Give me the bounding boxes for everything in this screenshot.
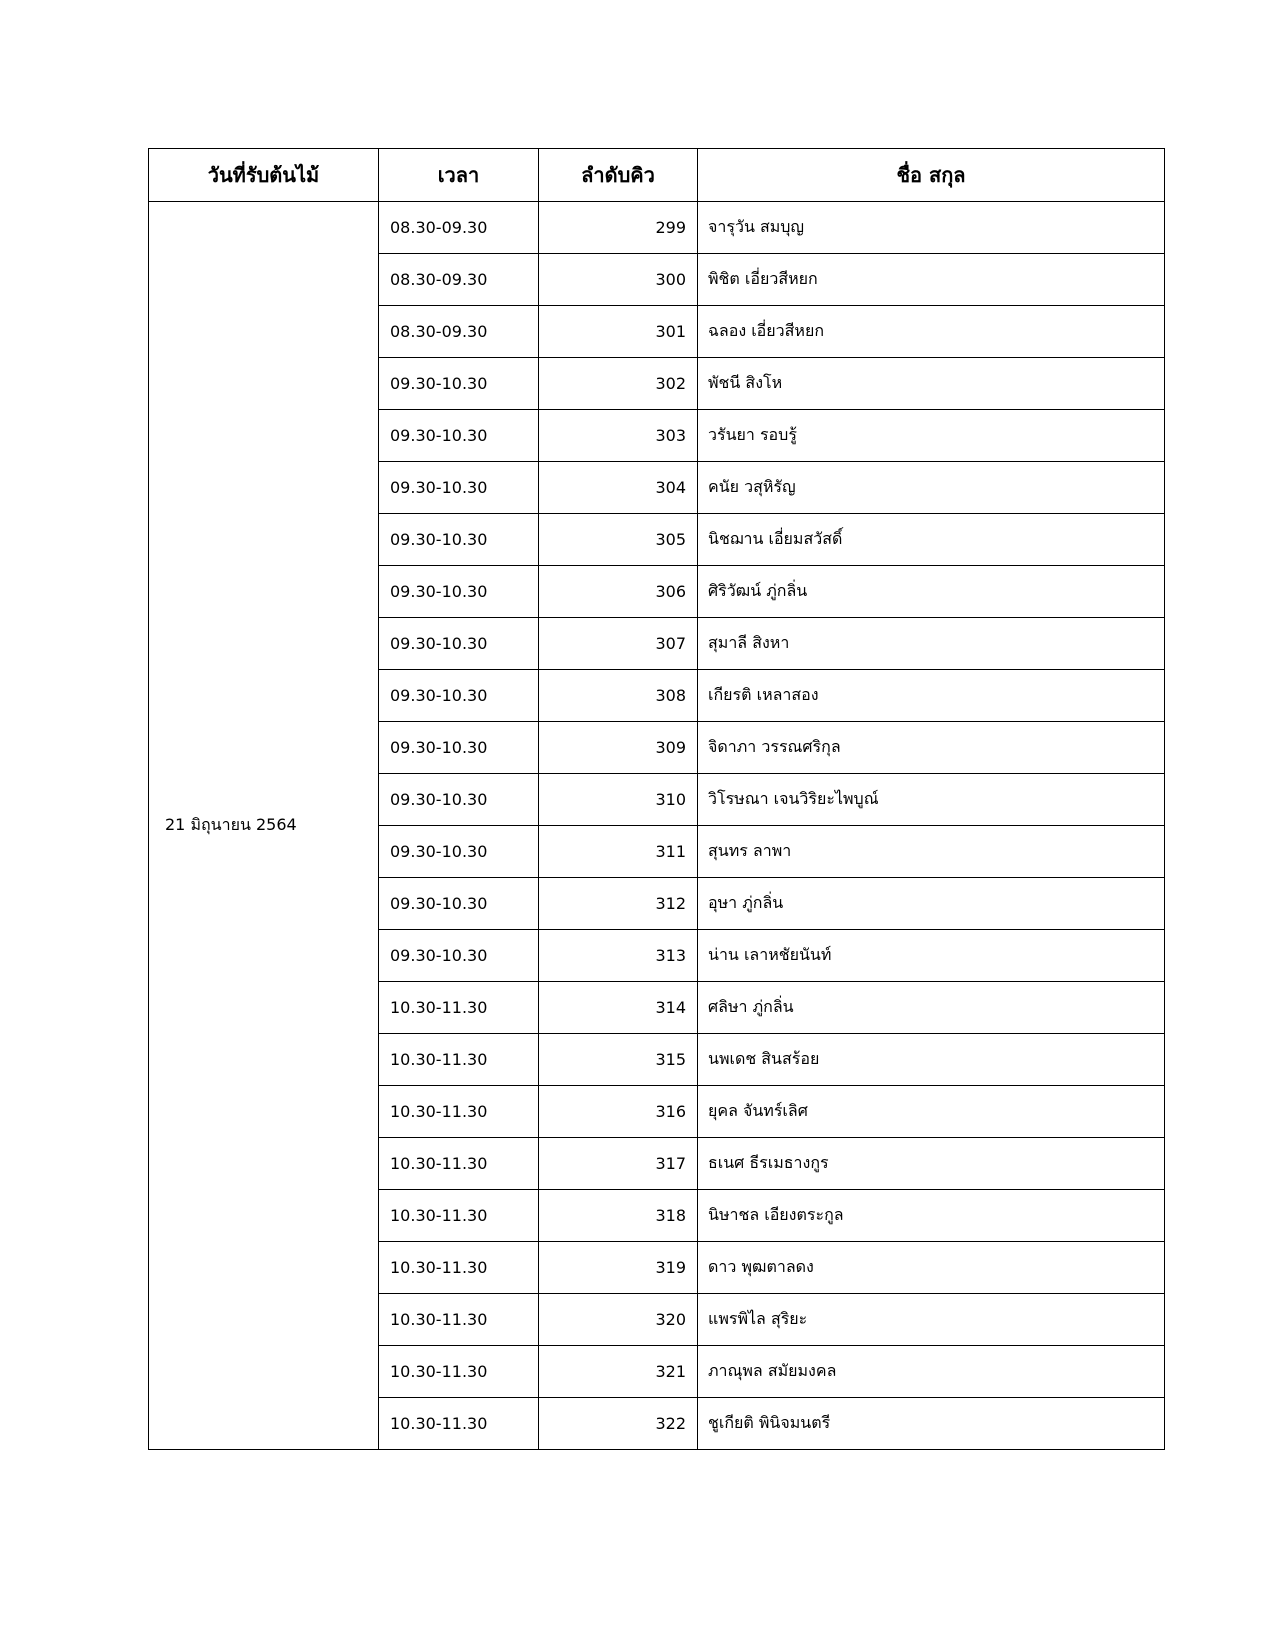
name-cell: คนัย วสุหิรัญ (698, 462, 1165, 514)
name-cell: วิโรษณา เจนวิริยะไพบูณ์ (698, 774, 1165, 826)
time-cell: 09.30-10.30 (379, 514, 539, 566)
name-cell: ภาณุพล สมัยมงคล (698, 1346, 1165, 1398)
queue-cell: 307 (539, 618, 698, 670)
name-cell: สุนทร ลาพา (698, 826, 1165, 878)
time-cell: 09.30-10.30 (379, 930, 539, 982)
name-cell: นิชฌาน เอี่ยมสวัสดิ์ (698, 514, 1165, 566)
time-cell: 09.30-10.30 (379, 618, 539, 670)
name-cell: จิดาภา วรรณศริกุล (698, 722, 1165, 774)
time-cell: 09.30-10.30 (379, 670, 539, 722)
time-cell: 08.30-09.30 (379, 254, 539, 306)
queue-cell: 303 (539, 410, 698, 462)
queue-cell: 316 (539, 1086, 698, 1138)
name-cell: วรันยา รอบรู้ (698, 410, 1165, 462)
time-cell: 08.30-09.30 (379, 202, 539, 254)
name-cell: น่าน เลาหชัยนันท์ (698, 930, 1165, 982)
date-cell: 21 มิถุนายน 2564 (149, 202, 379, 1450)
name-cell: นพเดช สินสร้อย (698, 1034, 1165, 1086)
header-date: วันที่รับต้นไม้ (149, 149, 379, 202)
time-cell: 09.30-10.30 (379, 826, 539, 878)
queue-cell: 300 (539, 254, 698, 306)
name-cell: ยุคล จันทร์เลิศ (698, 1086, 1165, 1138)
queue-cell: 305 (539, 514, 698, 566)
name-cell: แพรพิไล สุริยะ (698, 1294, 1165, 1346)
time-cell: 10.30-11.30 (379, 1398, 539, 1450)
time-cell: 10.30-11.30 (379, 1138, 539, 1190)
name-cell: ศิริวัฒน์ ภู่กลิ่น (698, 566, 1165, 618)
queue-cell: 318 (539, 1190, 698, 1242)
queue-cell: 319 (539, 1242, 698, 1294)
name-cell: ชูเกียติ พินิจมนตรี (698, 1398, 1165, 1450)
queue-cell: 308 (539, 670, 698, 722)
header-queue: ลำดับคิว (539, 149, 698, 202)
name-cell: จารุวัน สมบุญ (698, 202, 1165, 254)
queue-cell: 310 (539, 774, 698, 826)
queue-cell: 301 (539, 306, 698, 358)
time-cell: 09.30-10.30 (379, 410, 539, 462)
table-row (149, 202, 1165, 254)
name-cell: พิชิต เอี่ยวสีหยก (698, 254, 1165, 306)
queue-cell: 299 (539, 202, 698, 254)
time-cell: 10.30-11.30 (379, 982, 539, 1034)
name-cell: เกียรติ เหลาสอง (698, 670, 1165, 722)
queue-cell: 306 (539, 566, 698, 618)
queue-cell: 311 (539, 826, 698, 878)
time-cell: 10.30-11.30 (379, 1086, 539, 1138)
queue-cell: 309 (539, 722, 698, 774)
time-cell: 10.30-11.30 (379, 1190, 539, 1242)
queue-table (148, 148, 1165, 1450)
name-cell: ธเนศ ธีรเมธางกูร (698, 1138, 1165, 1190)
header-name: ชื่อ สกุล (698, 149, 1165, 202)
time-cell: 10.30-11.30 (379, 1346, 539, 1398)
time-cell: 09.30-10.30 (379, 462, 539, 514)
time-cell: 09.30-10.30 (379, 774, 539, 826)
queue-cell: 302 (539, 358, 698, 410)
queue-cell: 313 (539, 930, 698, 982)
time-cell: 09.30-10.30 (379, 722, 539, 774)
time-cell: 10.30-11.30 (379, 1242, 539, 1294)
time-cell: 09.30-10.30 (379, 358, 539, 410)
queue-cell: 322 (539, 1398, 698, 1450)
time-cell: 10.30-11.30 (379, 1034, 539, 1086)
time-cell: 09.30-10.30 (379, 566, 539, 618)
queue-cell: 315 (539, 1034, 698, 1086)
time-cell: 10.30-11.30 (379, 1294, 539, 1346)
time-cell: 08.30-09.30 (379, 306, 539, 358)
header-time: เวลา (379, 149, 539, 202)
queue-cell: 304 (539, 462, 698, 514)
queue-cell: 314 (539, 982, 698, 1034)
name-cell: ศลิษา ภู่กลิ่น (698, 982, 1165, 1034)
name-cell: ดาว พุฒตาลดง (698, 1242, 1165, 1294)
header-row (149, 149, 1165, 202)
name-cell: ฉลอง เอี่ยวสีหยก (698, 306, 1165, 358)
name-cell: อุษา ภู่กลิ่น (698, 878, 1165, 930)
name-cell: พัชนี สิงโห (698, 358, 1165, 410)
name-cell: นิษาชล เอียงตระกูล (698, 1190, 1165, 1242)
queue-cell: 317 (539, 1138, 698, 1190)
queue-cell: 320 (539, 1294, 698, 1346)
name-cell: สุมาลี สิงหา (698, 618, 1165, 670)
queue-cell: 312 (539, 878, 698, 930)
time-cell: 09.30-10.30 (379, 878, 539, 930)
queue-cell: 321 (539, 1346, 698, 1398)
